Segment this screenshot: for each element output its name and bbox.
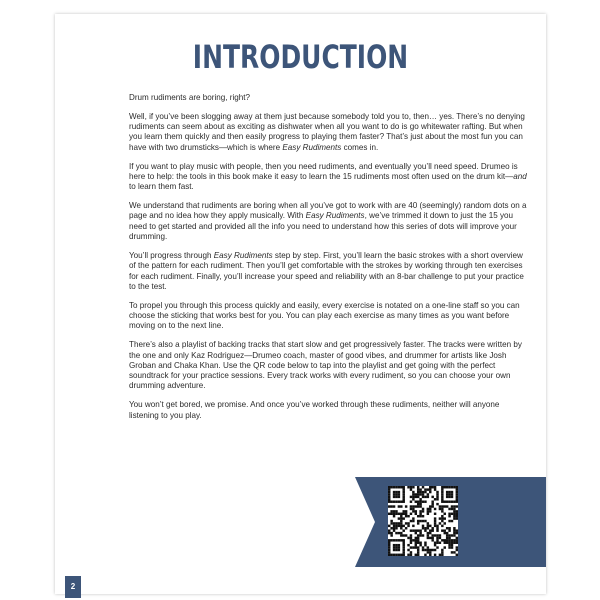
body-text [129, 93, 529, 429]
qr-banner [355, 477, 546, 567]
paragraph: Well, if you’ve been slogging away at them just because somebody told you to, then… yes. There’s no denying rudiments can seem about as exciting as dishwater when all you want to do is go whitewater rafting. But when you learn them quickly and then easily progress to playing them faster? That’s just about the most fun you can have with two drumsticks—which is where Easy Rudiments comes in. [129, 111, 525, 152]
paragraph: You’ll progress through Easy Rudiments step by step. First, you’ll learn the basic strokes with a short overview of the pattern for each rudiment. Then you’ll get comfortable with the strokes by working through ten exercises for each rudiment. Finally, you’ll increase your speed and reliability with an 8-bar challenge to put your practice to the test. [129, 250, 524, 291]
book-page [55, 14, 546, 594]
paragraph: There’s also a playlist of backing tracks that start slow and get progressively faster. The tracks were written by the one and only Kaz Rodriguez—Drumeo coach, master of good vibes, and drummer for artists like Josh Groban and Chaka Khan. Use the QR code below to tap into the playlist and get going with the perfect soundtrack for your practice sessions. Every track works with every rudiment, so you can choose your own drumming adventure. [129, 340, 522, 391]
paragraph: You won’t get bored, we promise. And once you’ve worked through these rudiments, neither will anyone listening to you play. [129, 400, 500, 420]
paragraph: To propel you through this process quickly and easily, every exercise is notated on a one-line staff so you can choose the sticking that works best for you. You can play each exercise as many times as you want before moving on to the next line. [129, 300, 520, 331]
paragraph: If you want to play music with people, then you need rudiments, and eventually you’ll need speed. Drumeo is here to help: the tools in this book make it easy to learn the 15 rudiments most often used on the drum kit—and to learn them fast. [129, 161, 527, 192]
qr-code-icon[interactable] [388, 486, 458, 556]
paragraph: Drum rudiments are boring, right? [129, 93, 251, 102]
page-title: INTRODUCTION [192, 38, 409, 76]
page-number: 2 [70, 582, 76, 591]
paragraph: We understand that rudiments are boring when all you’ve got to work with are 40 (seemingly) random dots on a page and no idea how they apply musically. With Easy Rudiments, we’ve trimmed it down to just the 15 you need to get started and provided all the info you need to understand how this series of dots will improve your drumming. [129, 201, 527, 242]
